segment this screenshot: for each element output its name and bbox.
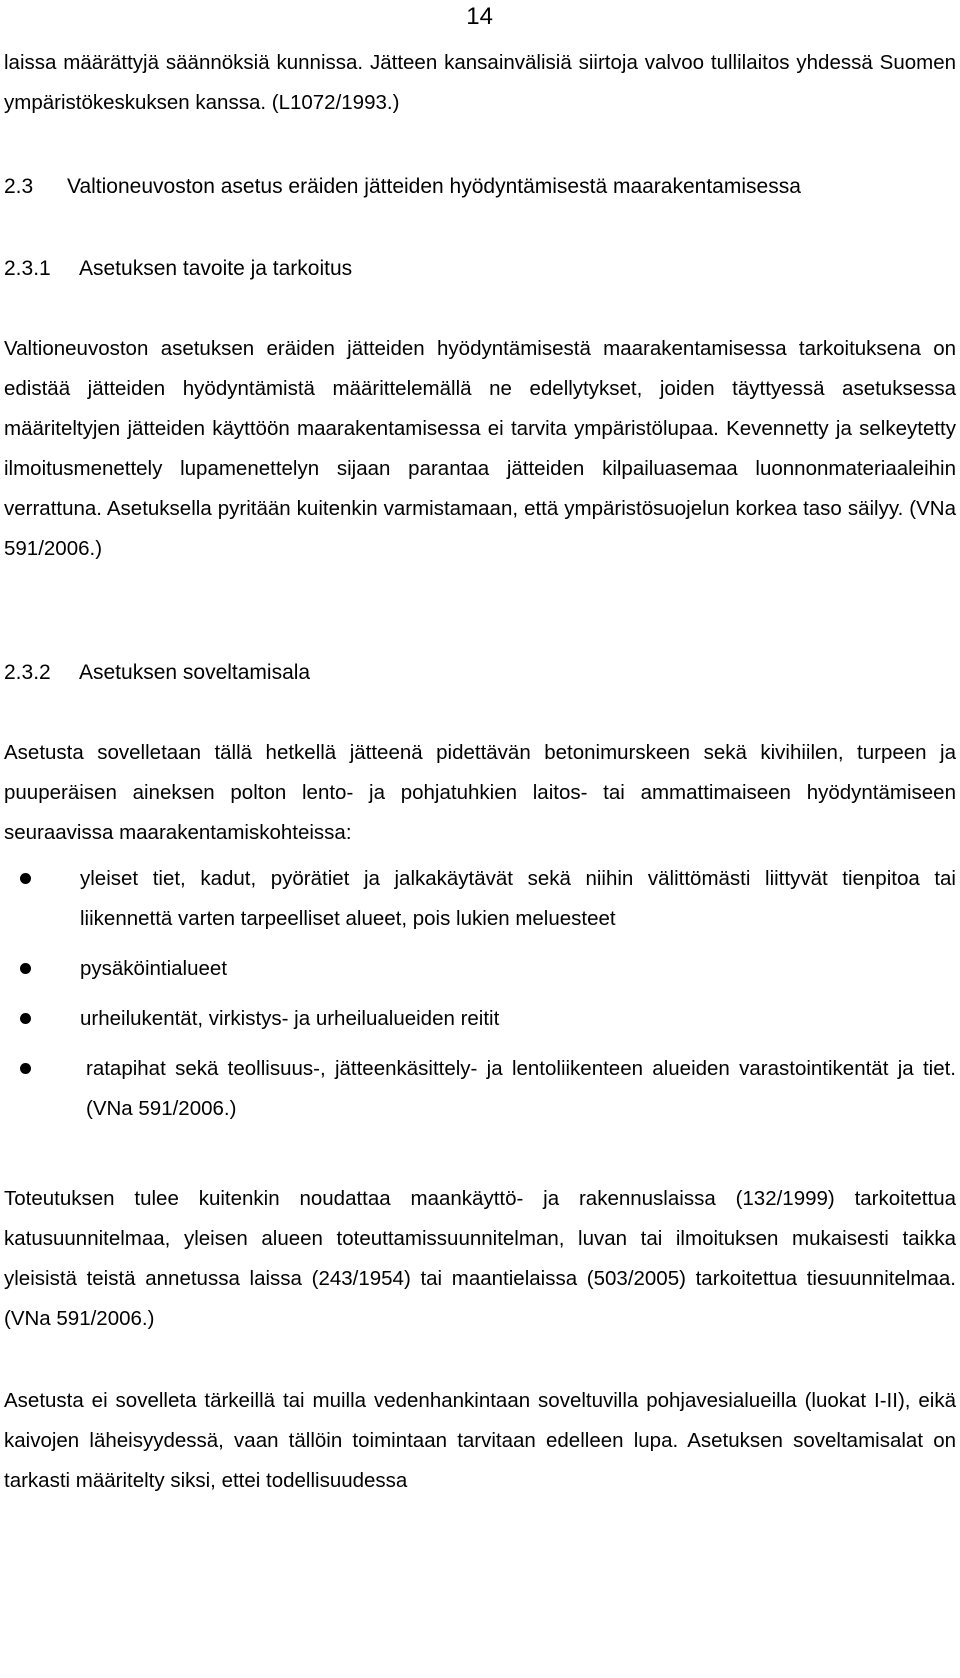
section-title: Valtioneuvoston asetus eräiden jätteiden hyödyntämisestä maarakentamisessa: [67, 175, 801, 198]
bullet-icon: [20, 873, 31, 884]
intro-paragraph: laissa määrättyjä säännöksiä kunnissa. Jätteen kansainvälisiä siirtoja valvoo tullilaitos yhdessä Suomen ympäristökeskuksen kanssa. (L1072/1993.): [4, 51, 956, 114]
list-item-text: pysäköintialueet: [80, 957, 228, 980]
subsection-title-1: Asetuksen tavoite ja tarkoitus: [79, 257, 353, 280]
list-item: [4, 859, 956, 939]
list-item: [4, 1049, 956, 1129]
page-number: 14: [466, 3, 493, 30]
scope-paragraph: Asetusta sovelletaan tällä hetkellä jätteenä pidettävän betonimurskeen sekä kivihiilen, turpeen ja puuperäisen aineksen polton lento- ja pohjatuhkien laitos- tai ammattimaiseen hyödyntämiseen seuraavissa maarakentamiskohteissa:: [4, 741, 956, 844]
subsection-number-1: 2.3.1: [4, 257, 51, 280]
list-item: [4, 999, 956, 1039]
page-content: [4, 43, 956, 1501]
subsection-title-2: Asetuksen soveltamisala: [79, 661, 311, 684]
subsection-heading-2: [4, 653, 956, 693]
section-heading: [4, 167, 956, 207]
application-sites-list: [4, 859, 956, 1129]
list-item-text: yleiset tiet, kadut, pyörätiet ja jalkakäytävät sekä niihin välittömästi liittyvät tienpitoa tai liikennettä varten tarpeelliset alueet, pois lukien meluesteet: [80, 867, 956, 930]
exclusion-paragraph: Asetusta ei sovelleta tärkeillä tai muilla vedenhankintaan soveltuvilla pohjavesialueilla (luokat I-II), eikä kaivojen läheisyydessä, vaan tällöin toimintaan tarvitaan edelleen lupa. Asetuksen soveltamisalat on tarkasti määritelty siksi, ettei todellisuudessa: [4, 1389, 956, 1492]
list-item-text: ratapihat sekä teollisuus-, jätteenkäsittely- ja lentoliikenteen alueiden varastointikentät ja tiet. (VNa 591/2006.): [86, 1057, 956, 1120]
subsection-heading-1: [4, 249, 956, 289]
purpose-paragraph: Valtioneuvoston asetuksen eräiden jätteiden hyödyntämisestä maarakentamisessa tarkoituksena on edistää jätteiden hyödyntämistä määrittelemällä ne edellytykset, joiden täyttyessä asetuksessa määriteltyjen jätteiden käyttöön maarakentamisessa ei tarvita ympäristölupaa. Kevennetty ja selkeytetty ilmoitusmenettely lupamenettelyn sijaan parantaa jätteiden kilpailuasemaa luonnonmateriaaleihin verrattuna. Asetuksella pyritään kuitenkin varmistamaan, että ympäristösuojelun korkea taso säilyy. (VNa 591/2006.): [4, 337, 956, 560]
implementation-paragraph: Toteutuksen tulee kuitenkin noudattaa maankäyttö- ja rakennuslaissa (132/1999) tarkoitettua katusuunnitelmaa, yleisen alueen toteuttamissuunnitelman, luvan tai ilmoituksen mukaisesti taikka yleisistä teistä annetussa laissa (243/1954) tai maantielaissa (503/2005) tarkoitettua tiesuunnitelmaa. (VNa 591/2006.): [4, 1187, 956, 1330]
bullet-icon: [20, 963, 31, 974]
bullet-icon: [20, 1013, 31, 1024]
list-item-text: urheilukentät, virkistys- ja urheilualueiden reitit: [80, 1007, 500, 1030]
list-item: [4, 949, 956, 989]
bullet-icon: [20, 1063, 31, 1074]
section-number: 2.3: [4, 175, 34, 198]
subsection-number-2: 2.3.2: [4, 661, 51, 684]
